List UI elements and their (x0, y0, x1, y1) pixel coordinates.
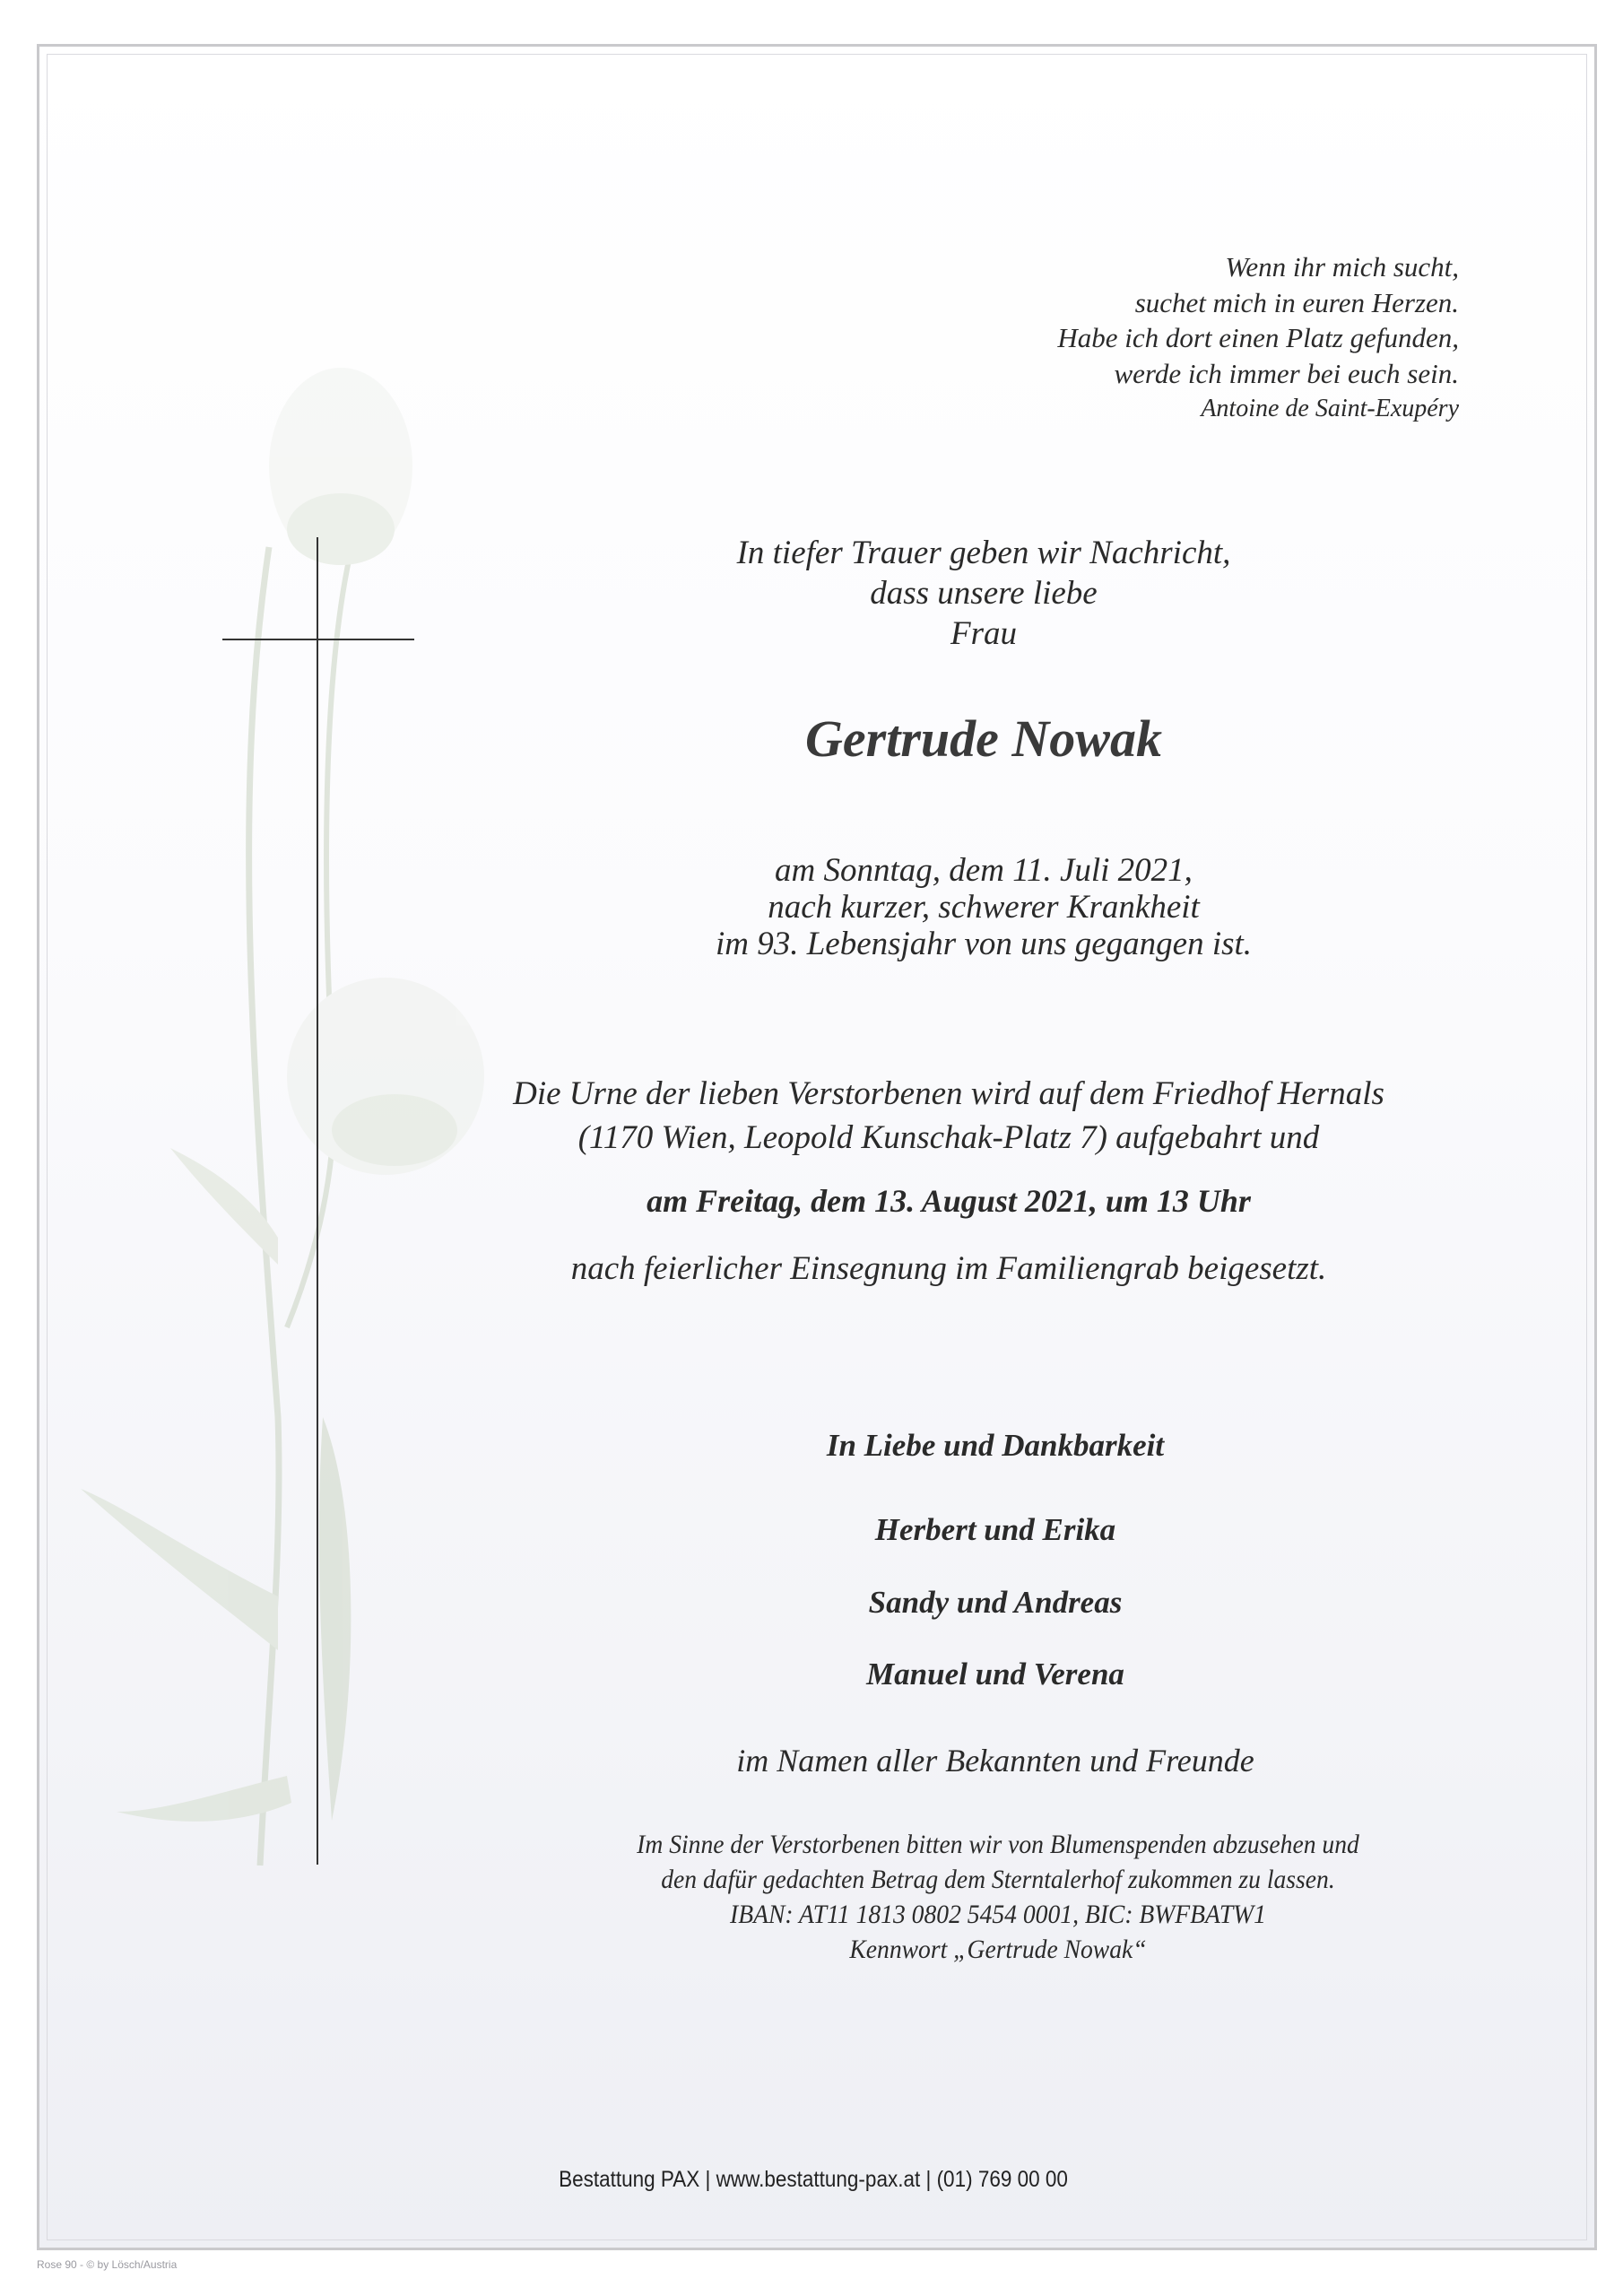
mourners-heading: In Liebe und Dankbarkeit (826, 1428, 1165, 1463)
funeral-line: (1170 Wien, Leopold Kunschak-Platz 7) aufgebahrt und (577, 1119, 1320, 1156)
donation-keyword: Kennwort „Gertrude Nowak“ (849, 1935, 1147, 1964)
quote (1057, 249, 1459, 427)
quote-line: suchet mich in euren Herzen. (1134, 286, 1459, 318)
death-line: im 93. Lebensjahr von uns gegangen ist. (715, 926, 1253, 962)
deceased-name: Gertrude Nowak (805, 709, 1162, 768)
donation-note (338, 1827, 1623, 1967)
funeral-after: nach feierlicher Einsegnung im Familiengrab beigesetzt. (570, 1250, 1327, 1287)
quote-line: Habe ich dort einen Platz gefunden, (1057, 322, 1459, 353)
funeral-home-footer: Bestattung PAX | www.bestattung-pax.at | (01) 769 00 00 (559, 2167, 1068, 2192)
donation-iban: IBAN: AT11 1813 0802 5454 0001, BIC: BWFBATW1 (730, 1900, 1266, 1929)
mourners-closing: im Namen aller Bekannten und Freunde (736, 1743, 1254, 1779)
funeral-date: am Freitag, dem 13. August 2021, um 13 Uhr (647, 1183, 1251, 1219)
mourner-name: Sandy und Andreas (868, 1585, 1123, 1620)
quote-author: Antoine de Saint-Exupéry (1201, 395, 1459, 422)
funeral-line: Die Urne der lieben Verstorbenen wird auf dem Friedhof Hernals (513, 1075, 1384, 1112)
quote-line: Wenn ihr mich sucht, (1225, 251, 1459, 283)
intro (266, 533, 1623, 654)
image-credit: Rose 90 - © by Lösch/Austria (37, 2258, 178, 2271)
mourner-name: Herbert und Erika (874, 1512, 1116, 1547)
quote-line: werde ich immer bei euch sein. (1114, 357, 1459, 389)
donation-line: den dafür gedachten Betrag dem Sterntalerhof zukommen zu lassen. (661, 1865, 1335, 1894)
mourner-name: Manuel und Verena (866, 1657, 1124, 1692)
intro-line: dass unsere liebe (870, 575, 1098, 612)
death-line: am Sonntag, dem 11. Juli 2021, (775, 852, 1193, 889)
funeral-info (231, 1072, 1623, 1160)
donation-line: Im Sinne der Verstorbenen bitten wir von Blumenspenden abzusehen und (637, 1830, 1359, 1859)
death-line: nach kurzer, schwerer Krankheit (768, 889, 1200, 926)
intro-line: In tiefer Trauer geben wir Nachricht, (736, 535, 1231, 571)
death-details (266, 852, 1623, 962)
intro-line: Frau (950, 615, 1017, 652)
